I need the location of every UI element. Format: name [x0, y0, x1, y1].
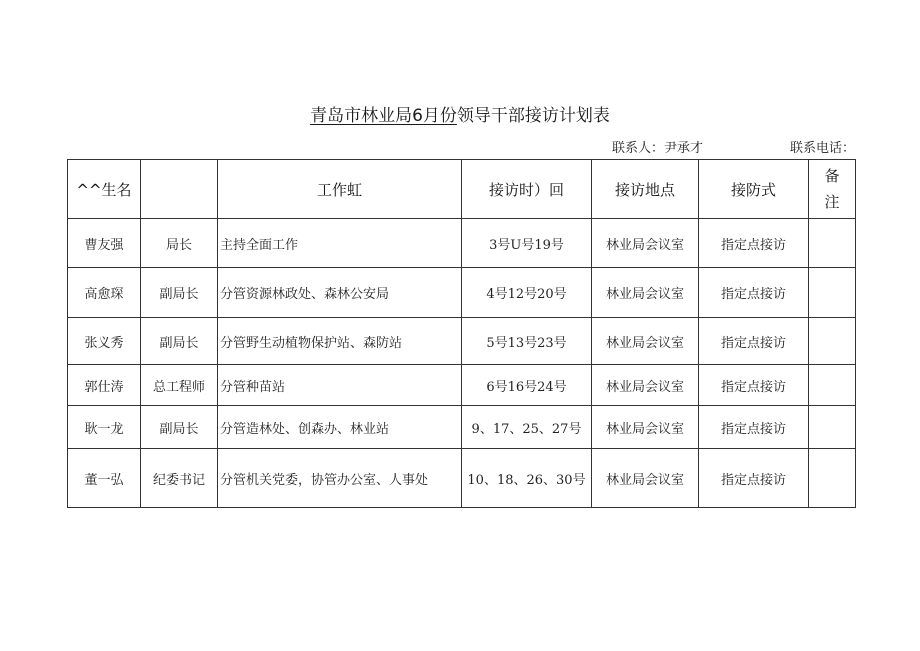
cell-duty: 分管野生动植物保护站、森防站 [218, 318, 462, 365]
cell-position: 局长 [141, 219, 218, 268]
header-name: ^^生名 [68, 160, 141, 219]
cell-time: 4号12号20号 [462, 268, 592, 318]
cell-place: 林业局会议室 [592, 406, 699, 449]
cell-position: 纪委书记 [141, 449, 218, 508]
cell-time: 6号16号24号 [462, 365, 592, 406]
cell-method: 指定点接访 [699, 318, 809, 365]
cell-time: 9、17、25、27号 [462, 406, 592, 449]
cell-place: 林业局会议室 [592, 219, 699, 268]
title-underlined-part: 青岛市林业局6月份 [310, 106, 457, 126]
cell-name: 张义秀 [68, 318, 141, 365]
header-time: 接访时）回 [462, 160, 592, 219]
header-method: 接防式 [699, 160, 809, 219]
contact-person: 联系人：尹承才 [612, 141, 704, 156]
cell-remark [809, 449, 856, 508]
cell-name: 郭仕涛 [68, 365, 141, 406]
cell-method: 指定点接访 [699, 365, 809, 406]
document-title [0, 104, 920, 128]
header-remark: 备注 [824, 167, 840, 211]
cell-name: 董一弘 [68, 449, 141, 508]
title-rest-part: 领导干部接访计划表 [456, 106, 610, 126]
cell-place: 林业局会议室 [592, 268, 699, 318]
header-duty: 工作虹 [218, 160, 462, 219]
cell-method: 指定点接访 [699, 449, 809, 508]
cell-time: 5号13号23号 [462, 318, 592, 365]
cell-position: 副局长 [141, 268, 218, 318]
cell-position: 总工程师 [141, 365, 218, 406]
contact-phone: 联系电话： [790, 141, 856, 156]
cell-remark [809, 219, 856, 268]
cell-remark [809, 318, 856, 365]
cell-time: 3号U号19号 [462, 219, 592, 268]
cell-method: 指定点接访 [699, 268, 809, 318]
table-row [68, 268, 856, 318]
cell-duty: 分管资源林政处、森林公安局 [218, 268, 462, 318]
cell-position: 副局长 [141, 318, 218, 365]
cell-method: 指定点接访 [699, 406, 809, 449]
cell-place: 林业局会议室 [592, 318, 699, 365]
cell-remark [809, 406, 856, 449]
cell-method: 指定点接访 [699, 219, 809, 268]
header-place: 接访地点 [592, 160, 699, 219]
header-position [141, 160, 218, 219]
cell-duty: 分管种苗站 [218, 365, 462, 406]
table-header-row [68, 160, 856, 219]
header-remark-cell [809, 160, 856, 219]
table-row [68, 449, 856, 508]
cell-name: 耿一龙 [68, 406, 141, 449]
table-row [68, 318, 856, 365]
cell-name: 曹友强 [68, 219, 141, 268]
cell-duty: 分管机关党委，协管办公室、人事处 [218, 449, 462, 508]
cell-time: 10、18、26、30号 [462, 449, 592, 508]
table-row [68, 219, 856, 268]
table-row [68, 365, 856, 406]
cell-position: 副局长 [141, 406, 218, 449]
cell-place: 林业局会议室 [592, 365, 699, 406]
reception-schedule-table [67, 159, 856, 508]
cell-remark [809, 268, 856, 318]
table-row [68, 406, 856, 449]
cell-remark [809, 365, 856, 406]
cell-name: 高愈琛 [68, 268, 141, 318]
cell-place: 林业局会议室 [592, 449, 699, 508]
cell-duty: 主持全面工作 [218, 219, 462, 268]
cell-duty: 分管造林处、创森办、林业站 [218, 406, 462, 449]
